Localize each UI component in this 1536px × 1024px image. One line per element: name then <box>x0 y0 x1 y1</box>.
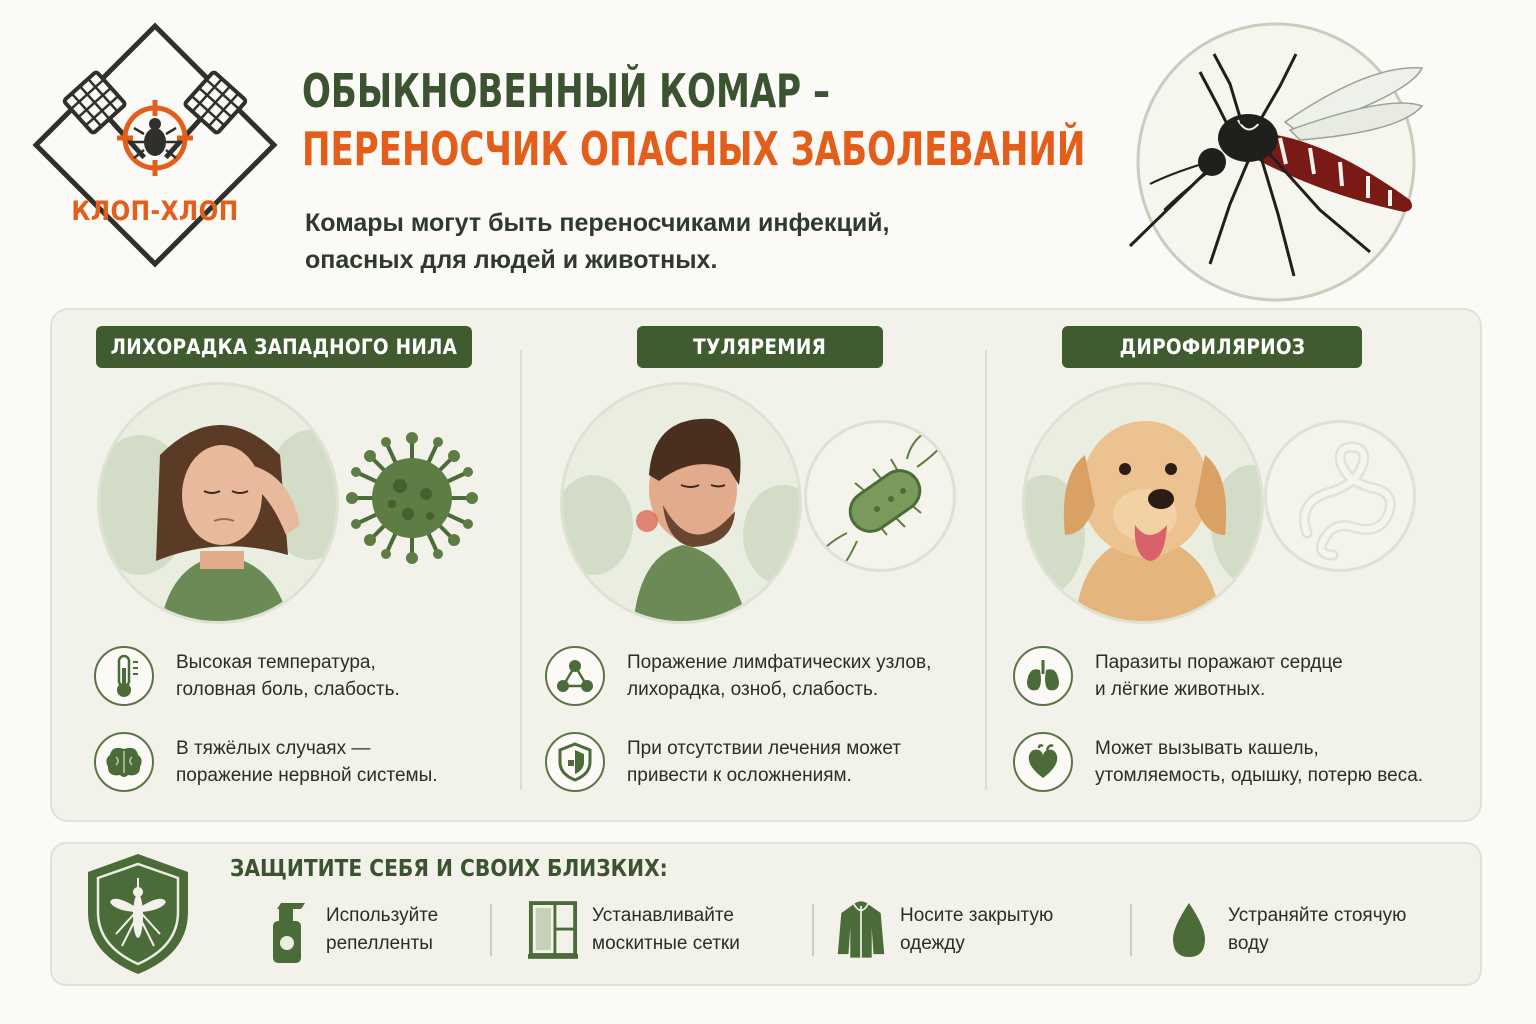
subtitle-line-2: опасных для людей и животных. <box>305 246 718 274</box>
logo-text: КЛОП-ХЛОП <box>71 196 239 227</box>
shield-mosquito-icon <box>84 850 192 978</box>
man-with-swollen-lymph-node-image <box>560 382 802 624</box>
symptom-line: Поражение лимфатических узлов, <box>627 652 932 673</box>
symptom-line: поражение нервной системы. <box>176 765 438 786</box>
tip-line: воду <box>1228 933 1269 954</box>
symptom-item <box>94 732 438 792</box>
tip-divider <box>1130 904 1132 956</box>
bacterium-icon <box>807 423 956 572</box>
symptom-item <box>545 732 901 792</box>
tip-line: Устанавливайте <box>592 905 734 926</box>
symptom-line: В тяжёлых случаях — <box>176 738 371 759</box>
symptom-line: утомляемость, одышку, потерю веса. <box>1095 765 1424 786</box>
tip-standing-water <box>1164 892 1406 968</box>
lymph-nodes-icon <box>545 646 605 706</box>
heart-icon <box>1013 732 1073 792</box>
lungs-icon <box>1013 646 1073 706</box>
tip-divider <box>490 904 492 956</box>
water-drop-icon <box>1164 895 1214 965</box>
symptom-line: При отсутствии лечения может <box>627 738 901 759</box>
mosquito-illustration <box>1110 14 1470 304</box>
symptom-line: и лёгкие животных. <box>1095 679 1266 700</box>
symptom-item <box>1013 732 1423 792</box>
symptom-line: привести к осложнениям. <box>627 765 852 786</box>
symptom-line: Высокая температура, <box>176 652 376 673</box>
symptom-line: головная боль, слабость. <box>176 679 400 700</box>
tip-repellent <box>262 892 438 968</box>
symptom-line: лихорадка, озноб, слабость. <box>627 679 879 700</box>
woman-with-headache-image <box>97 382 339 624</box>
heartworm-image <box>1264 420 1416 572</box>
tip-line: москитные сетки <box>592 933 740 954</box>
tip-line: репелленты <box>326 933 433 954</box>
klop-hlop-logo <box>30 20 280 270</box>
window-net-icon <box>528 895 578 965</box>
thermometer-icon <box>94 646 154 706</box>
golden-retriever-dog-image <box>1022 382 1264 624</box>
brain-icon <box>94 732 154 792</box>
column-divider <box>520 350 522 790</box>
tip-window-net <box>528 892 740 968</box>
symptom-item <box>1013 646 1343 706</box>
worm-icon <box>1267 423 1416 572</box>
symptom-item <box>94 646 400 706</box>
symptom-item <box>545 646 931 706</box>
tip-line: одежду <box>900 933 965 954</box>
tip-line: Устраняйте стоячую <box>1228 905 1407 926</box>
subtitle <box>305 205 945 279</box>
symptom-line: Может вызывать кашель, <box>1095 738 1319 759</box>
symptom-line: Паразиты поражают сердце <box>1095 652 1343 673</box>
shield-warning-icon <box>545 732 605 792</box>
title-line-1: ОБЫКНОВЕННЫЙ КОМАР – <box>302 64 830 118</box>
disease-title-dirofilariasis: ДИРОФИЛЯРИОЗ <box>1062 326 1362 368</box>
column-divider <box>985 350 987 790</box>
jacket-icon <box>836 895 886 965</box>
tip-closed-clothing <box>836 892 1053 968</box>
spray-bottle-icon <box>262 895 312 965</box>
tip-line: Носите закрытую <box>900 905 1054 926</box>
disease-title-west-nile: ЛИХОРАДКА ЗАПАДНОГО НИЛА <box>96 326 472 368</box>
tip-line: Используйте <box>326 905 439 926</box>
disease-title-tularemia: ТУЛЯРЕМИЯ <box>637 326 883 368</box>
protection-title: ЗАЩИТИТЕ СЕБЯ И СВОИХ БЛИЗКИХ: <box>230 856 668 882</box>
title-line-2: ПЕРЕНОСЧИК ОПАСНЫХ ЗАБОЛЕВАНИЙ <box>302 122 1086 176</box>
page-title <box>302 62 1122 178</box>
subtitle-line-1: Комары могут быть переносчиками инфекций, <box>305 209 890 237</box>
virus-icon <box>346 432 478 564</box>
bacterium-image <box>804 420 956 572</box>
tip-divider <box>812 904 814 956</box>
